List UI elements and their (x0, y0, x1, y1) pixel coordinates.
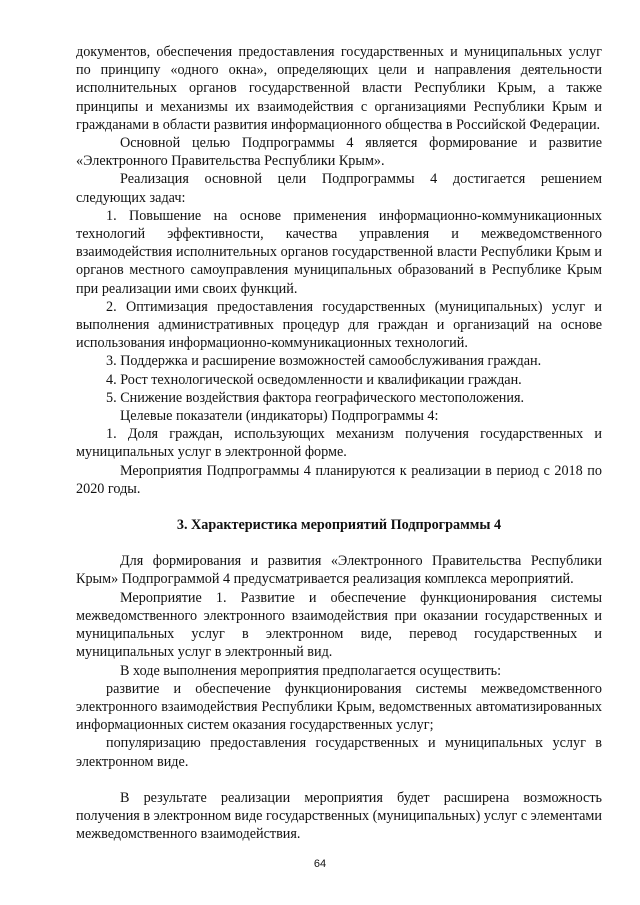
spacer (76, 771, 602, 789)
list-item: развитие и обеспечение функционирования системы межведомственного электронного взаимодействия Республики Крым, ведомственных автоматизированных информационных систем оказания государственных услуг; (76, 680, 602, 734)
paragraph: Для формирования и развития «Электронного Правительства Республики Крым» Подпрограммой 4 предусматривается реализация комплекса мероприятий. (76, 553, 602, 588)
task-item: 5. Снижение воздействия фактора географического местоположения. (106, 389, 525, 406)
page-number: 64 (313, 858, 327, 870)
paragraph: В ходе выполнения мероприятия предполагается осуществить: (120, 662, 502, 679)
indicator-item: 1. Доля граждан, использующих механизм получения государственных и муниципальных услуг в электронной форме. (76, 426, 602, 461)
task-item: 4. Рост технологической осведомленности и квалификации граждан. (106, 371, 522, 388)
paragraph: документов, обеспечения предоставления государственных и муниципальных услуг по принципу «одного окна», определяющих цели и направления деятельности исполнительных органов государственной власти Республики Крым, а также принципы и механизмы их взаимодействия с организациями Республики Крым и гражданами в области развития информационного общества в Российской Федерации. (76, 44, 602, 133)
section-heading: 3. Характеристика мероприятий Подпрограммы 4 (176, 517, 502, 534)
document-body (76, 43, 602, 843)
task-item: 1. Повышение на основе применения информационно-коммуникационных технологий эффективности, качества управления и межведомственного взаимодействия исполнительных органов государственной власти Республики Крым и органов местного самоуправления муниципальных образований в Республике Крым при реализации ими своих функций. (76, 207, 602, 297)
paragraph: Мероприятие 1. Развитие и обеспечение функционирования системы межведомственного электронного взаимодействия при оказании государственных и муниципальных услуг в электронном виде, перевод государственных и муниципальных услуг в электронный вид. (76, 589, 602, 661)
paragraph: В результате реализации мероприятия будет расширена возможность получения в электронном виде государственных (муниципальных) услуг с элементами межведомственного взаимодействия. (76, 789, 602, 843)
list-item: популяризацию предоставления государственных и муниципальных услуг в электронном виде. (76, 735, 602, 770)
paragraph: Целевые показатели (индикаторы) Подпрограммы 4: (120, 408, 439, 425)
paragraph: Основной целью Подпрограммы 4 является формирование и развитие «Электронного Правительства Республики Крым». (76, 135, 602, 170)
paragraph: Реализация основной цели Подпрограммы 4 достигается решением следующих задач: (76, 171, 602, 206)
paragraph: Мероприятия Подпрограммы 4 планируются к реализации в период с 2018 по 2020 годы. (76, 462, 602, 497)
task-item: 3. Поддержка и расширение возможностей самообслуживания граждан. (106, 353, 542, 370)
task-item: 2. Оптимизация предоставления государственных (муниципальных) услуг и выполнения административных процедур для граждан и организаций на основе использования информационно-коммуникационных технологий. (76, 298, 602, 352)
